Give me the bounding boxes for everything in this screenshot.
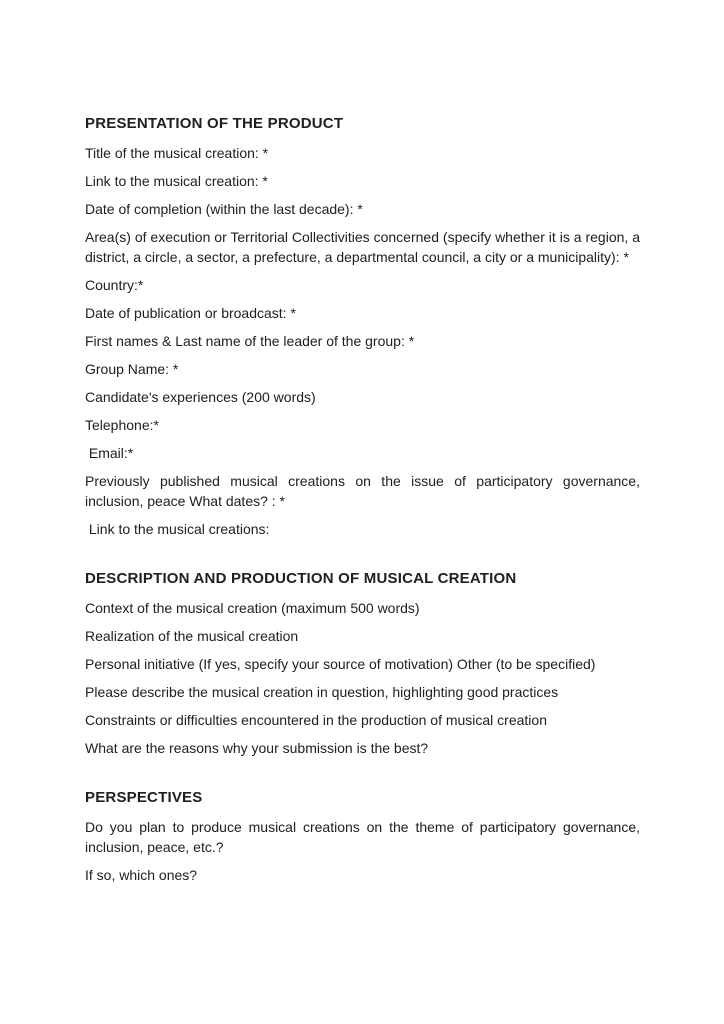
field-reasons-best: What are the reasons why your submission is the best? bbox=[85, 740, 429, 756]
section-perspectives bbox=[85, 788, 644, 885]
section-heading-perspectives: PERSPECTIVES bbox=[85, 789, 203, 806]
field-previously-published: Previously published musical creations on the issue of participatory governance, inclusion, peace What dates? : * bbox=[85, 473, 644, 509]
field-link: Link to the musical creation: * bbox=[85, 173, 268, 189]
section-presentation bbox=[85, 114, 644, 539]
field-telephone: Telephone:* bbox=[85, 417, 159, 433]
field-future-plans: Do you plan to produce musical creations on the theme of participatory governance, inclusion, peace, etc.? bbox=[85, 819, 644, 855]
field-publication-date: Date of publication or broadcast: * bbox=[85, 305, 296, 321]
section-heading-description: DESCRIPTION AND PRODUCTION OF MUSICAL CREATION bbox=[85, 570, 517, 587]
section-description bbox=[85, 569, 640, 758]
field-title: Title of the musical creation: * bbox=[85, 145, 269, 161]
field-group-name: Group Name: * bbox=[85, 361, 179, 377]
field-personal-initiative: Personal initiative (If yes, specify your source of motivation) Other (to be specified) bbox=[85, 656, 596, 672]
field-areas-of-execution: Area(s) of execution or Territorial Collectivities concerned (specify whether it is a region, a district, a circle, a sector, a prefecture, a departmental council, a city or a municipality): * bbox=[85, 229, 644, 265]
field-creations-links: Link to the musical creations: bbox=[85, 521, 270, 537]
field-email: Email:* bbox=[85, 445, 134, 461]
section-heading-presentation: PRESENTATION OF THE PRODUCT bbox=[85, 115, 344, 132]
field-describe-creation: Please describe the musical creation in question, highlighting good practices bbox=[85, 684, 559, 700]
field-candidate-experiences: Candidate's experiences (200 words) bbox=[85, 389, 316, 405]
field-context: Context of the musical creation (maximum 500 words) bbox=[85, 600, 420, 616]
field-leader-name: First names & Last name of the leader of the group: * bbox=[85, 333, 415, 349]
field-constraints: Constraints or difficulties encountered in the production of musical creation bbox=[85, 712, 547, 728]
field-which-ones: If so, which ones? bbox=[85, 867, 198, 883]
field-realization: Realization of the musical creation bbox=[85, 628, 299, 644]
field-country: Country:* bbox=[85, 277, 144, 293]
field-completion-date: Date of completion (within the last decade): * bbox=[85, 201, 363, 217]
